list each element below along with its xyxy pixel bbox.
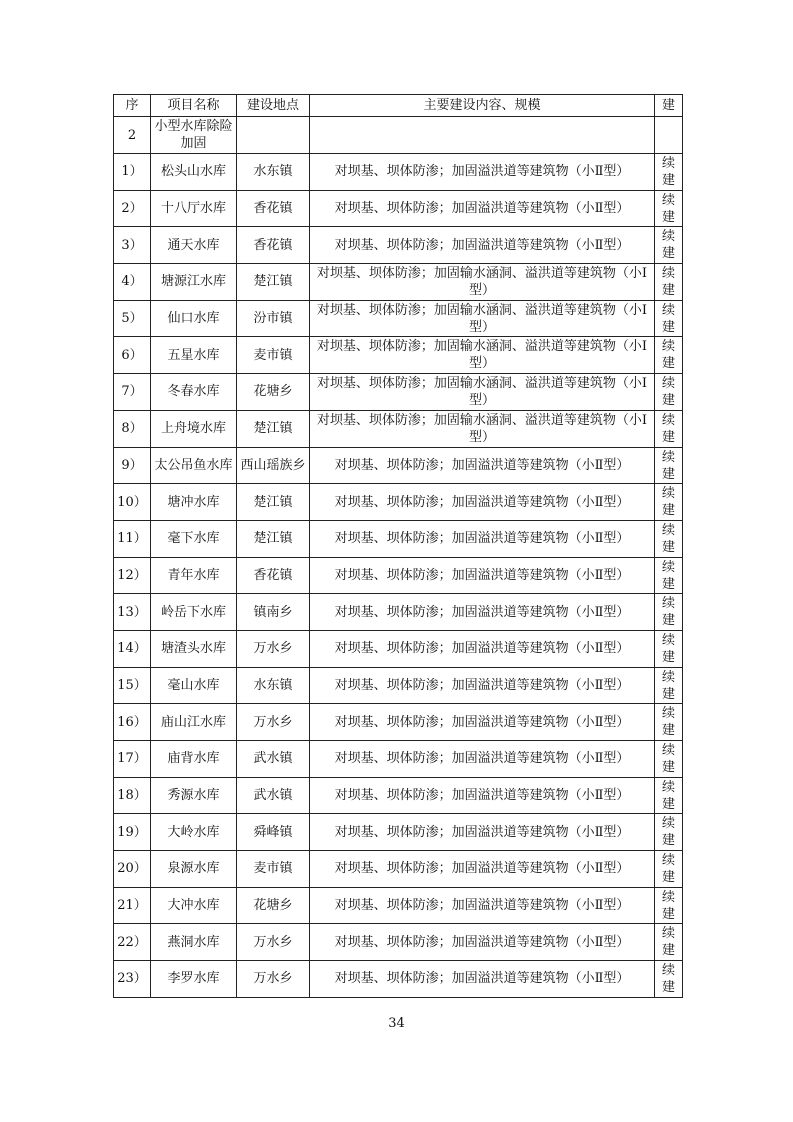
row-location-cell	[237, 924, 310, 961]
row-status: 续建	[662, 156, 676, 188]
row-seq: 2）	[114, 190, 151, 227]
row-name-cell	[151, 630, 237, 667]
row-seq: 11）	[114, 520, 151, 557]
row-content: 对坝基、坝体防渗；加固溢洪道等建筑物（小Ⅱ型）	[310, 557, 655, 594]
row-content: 对坝基、坝体防渗；加固溢洪道等建筑物（小Ⅱ型）	[310, 961, 655, 998]
row-name: 冬春水库	[167, 384, 220, 400]
table-row	[114, 337, 683, 374]
table-row	[114, 704, 683, 741]
row-status-cell	[655, 264, 683, 301]
row-content: 对坝基、坝体防渗；加固溢洪道等建筑物（小Ⅱ型）	[310, 190, 655, 227]
row-location: 武水镇	[253, 788, 293, 804]
row-name-cell	[151, 741, 237, 778]
row-name: 庙背水库	[167, 751, 220, 767]
row-status-cell	[655, 630, 683, 667]
row-name-cell	[151, 190, 237, 227]
row-status-cell	[655, 741, 683, 778]
row-location: 花塘乡	[253, 898, 293, 914]
row-status: 续建	[662, 632, 676, 665]
row-content: 对坝基、坝体防渗；加固溢洪道等建筑物（小Ⅱ型）	[310, 520, 655, 557]
row-location-cell	[237, 520, 310, 557]
row-content: 对坝基、坝体防渗；加固溢洪道等建筑物（小Ⅱ型）	[310, 154, 655, 191]
row-seq: 7）	[114, 374, 151, 411]
row-name-cell	[151, 410, 237, 447]
row-location-cell	[237, 667, 310, 704]
row-status-cell	[655, 520, 683, 557]
row-status-cell	[655, 704, 683, 741]
row-location-cell	[237, 630, 310, 667]
row-seq: 12）	[114, 557, 151, 594]
row-seq: 3）	[114, 227, 151, 264]
row-location-cell	[237, 300, 310, 337]
row-location: 麦市镇	[253, 347, 293, 363]
row-name-cell	[151, 924, 237, 961]
row-seq: 19）	[114, 814, 151, 851]
row-status: 续建	[662, 522, 676, 555]
row-status-cell	[655, 484, 683, 521]
project-table	[113, 94, 683, 998]
row-status: 续建	[662, 412, 676, 445]
header-status: 建	[655, 95, 683, 117]
row-location-cell	[237, 887, 310, 924]
table-row	[114, 264, 683, 301]
row-location-cell	[237, 704, 310, 741]
row-content: 对坝基、坝体防渗；加固溢洪道等建筑物（小Ⅱ型）	[310, 704, 655, 741]
row-name-cell	[151, 961, 237, 998]
row-status-cell	[655, 557, 683, 594]
row-name: 泉源水库	[167, 861, 220, 877]
row-seq: 15）	[114, 667, 151, 704]
row-status: 续建	[662, 449, 676, 482]
row-status: 续建	[662, 816, 676, 849]
row-location-cell	[237, 190, 310, 227]
row-seq: 1）	[114, 154, 151, 191]
row-location: 楚江镇	[253, 494, 293, 510]
row-location: 麦市镇	[253, 861, 293, 877]
row-content: 对坝基、坝体防渗；加固溢洪道等建筑物（小Ⅱ型）	[310, 447, 655, 484]
row-location-cell	[237, 594, 310, 631]
row-status-cell	[655, 337, 683, 374]
row-location: 万水乡	[253, 714, 293, 730]
row-status-cell	[655, 227, 683, 264]
row-seq: 23）	[114, 961, 151, 998]
row-location-cell	[237, 557, 310, 594]
header-seq: 序	[114, 95, 151, 117]
table-row	[114, 447, 683, 484]
row-location-cell	[237, 337, 310, 374]
row-status-cell	[655, 961, 683, 998]
table-row	[114, 961, 683, 998]
row-seq: 14）	[114, 630, 151, 667]
category-name: 小型水库除险加固	[154, 119, 233, 151]
row-status: 续建	[662, 743, 676, 775]
row-location-cell	[237, 264, 310, 301]
category-row	[114, 117, 683, 154]
row-name: 通天水库	[167, 237, 220, 253]
table-header-row	[114, 95, 683, 117]
row-status-cell	[655, 190, 683, 227]
table-row	[114, 484, 683, 521]
row-status-cell	[655, 154, 683, 191]
row-name: 塘冲水库	[167, 494, 220, 510]
row-name: 塘源江水库	[160, 274, 226, 290]
row-seq: 21）	[114, 887, 151, 924]
row-name-cell	[151, 264, 237, 301]
table-row	[114, 190, 683, 227]
row-location: 汾市镇	[253, 311, 293, 327]
table-row	[114, 594, 683, 631]
row-name-cell	[151, 777, 237, 814]
row-location-cell	[237, 741, 310, 778]
table-row	[114, 154, 683, 191]
row-location-cell	[237, 410, 310, 447]
row-status: 续建	[662, 596, 676, 629]
category-content	[310, 117, 655, 154]
row-seq: 5）	[114, 300, 151, 337]
row-location: 万水乡	[253, 971, 293, 987]
row-name: 岭岳下水库	[160, 604, 226, 620]
row-name-cell	[151, 300, 237, 337]
header-content: 主要建设内容、规模	[310, 95, 655, 117]
row-name: 大冲水库	[167, 898, 220, 914]
row-name: 十八厅水库	[160, 201, 226, 217]
row-content: 对坝基、坝体防渗；加固溢洪道等建筑物（小Ⅱ型）	[310, 851, 655, 888]
row-name-cell	[151, 374, 237, 411]
row-name-cell	[151, 484, 237, 521]
row-seq: 8）	[114, 410, 151, 447]
row-status: 续建	[662, 302, 676, 335]
row-status: 续建	[662, 669, 676, 702]
row-status: 续建	[662, 266, 676, 299]
row-status: 续建	[662, 889, 676, 922]
row-location: 花塘乡	[253, 384, 293, 400]
row-name-cell	[151, 447, 237, 484]
row-name: 李罗水库	[167, 971, 220, 987]
row-location-cell	[237, 154, 310, 191]
category-seq: 2	[114, 117, 151, 154]
table-row	[114, 557, 683, 594]
row-status-cell	[655, 447, 683, 484]
row-name: 松头山水库	[160, 164, 226, 180]
row-status-cell	[655, 777, 683, 814]
row-status: 续建	[662, 229, 676, 262]
row-name: 大岭水库	[167, 824, 220, 840]
row-content: 对坝基、坝体防渗；加固输水涵洞、溢洪道等建筑物（小Ⅰ型）	[310, 374, 655, 411]
row-content: 对坝基、坝体防渗；加固溢洪道等建筑物（小Ⅱ型）	[310, 741, 655, 778]
row-content: 对坝基、坝体防渗；加固输水涵洞、溢洪道等建筑物（小Ⅰ型）	[310, 337, 655, 374]
row-location: 镇南乡	[253, 604, 293, 620]
row-name-cell	[151, 851, 237, 888]
category-status	[655, 117, 683, 154]
row-content: 对坝基、坝体防渗；加固溢洪道等建筑物（小Ⅱ型）	[310, 777, 655, 814]
row-location: 水东镇	[253, 677, 293, 693]
row-status: 续建	[662, 376, 676, 409]
row-name: 毫下水库	[167, 531, 220, 547]
row-name-cell	[151, 154, 237, 191]
row-location-cell	[237, 484, 310, 521]
row-location: 香花镇	[253, 201, 293, 217]
table-row	[114, 630, 683, 667]
row-location: 香花镇	[253, 567, 293, 583]
row-seq: 16）	[114, 704, 151, 741]
row-seq: 6）	[114, 337, 151, 374]
row-location-cell	[237, 851, 310, 888]
table-row	[114, 924, 683, 961]
category-name-cell	[151, 117, 237, 154]
row-location-cell	[237, 777, 310, 814]
row-name-cell	[151, 814, 237, 851]
page-number: 34	[388, 1016, 405, 1031]
table-row	[114, 851, 683, 888]
row-name: 青年水库	[167, 567, 220, 583]
row-name-cell	[151, 887, 237, 924]
row-seq: 22）	[114, 924, 151, 961]
row-name-cell	[151, 557, 237, 594]
row-location: 西山瑶族乡	[240, 457, 306, 473]
row-status-cell	[655, 667, 683, 704]
row-status-cell	[655, 300, 683, 337]
row-location-cell	[237, 447, 310, 484]
row-name-cell	[151, 337, 237, 374]
row-seq: 18）	[114, 777, 151, 814]
row-status: 续建	[662, 559, 676, 592]
row-content: 对坝基、坝体防渗；加固溢洪道等建筑物（小Ⅱ型）	[310, 814, 655, 851]
row-status: 续建	[662, 486, 676, 519]
row-status: 续建	[662, 339, 676, 372]
row-seq: 4）	[114, 264, 151, 301]
table-row	[114, 374, 683, 411]
row-name: 庙山江水库	[160, 714, 226, 730]
row-status-cell	[655, 410, 683, 447]
row-status-cell	[655, 594, 683, 631]
row-content: 对坝基、坝体防渗；加固溢洪道等建筑物（小Ⅱ型）	[310, 924, 655, 961]
row-location-cell	[237, 227, 310, 264]
row-location: 万水乡	[253, 934, 293, 950]
row-content: 对坝基、坝体防渗；加固溢洪道等建筑物（小Ⅱ型）	[310, 667, 655, 704]
table-row	[114, 777, 683, 814]
row-name: 五星水库	[167, 347, 220, 363]
row-name-cell	[151, 667, 237, 704]
row-name: 塘渣头水库	[160, 641, 226, 657]
table-row	[114, 741, 683, 778]
row-status: 续建	[662, 192, 676, 225]
row-status-cell	[655, 374, 683, 411]
row-name-cell	[151, 704, 237, 741]
table-row	[114, 410, 683, 447]
row-status: 续建	[662, 853, 676, 886]
row-location: 万水乡	[253, 641, 293, 657]
row-status-cell	[655, 814, 683, 851]
row-status-cell	[655, 851, 683, 888]
row-content: 对坝基、坝体防渗；加固溢洪道等建筑物（小Ⅱ型）	[310, 227, 655, 264]
row-name: 燕洞水库	[167, 934, 220, 950]
table-row	[114, 814, 683, 851]
row-name-cell	[151, 227, 237, 264]
row-location-cell	[237, 961, 310, 998]
row-seq: 9）	[114, 447, 151, 484]
row-status: 续建	[662, 706, 676, 739]
row-content: 对坝基、坝体防渗；加固溢洪道等建筑物（小Ⅱ型）	[310, 630, 655, 667]
row-name: 上舟境水库	[160, 421, 226, 437]
header-name: 项目名称	[151, 95, 237, 117]
table-row	[114, 300, 683, 337]
row-location: 楚江镇	[253, 531, 293, 547]
table-row	[114, 520, 683, 557]
row-location: 水东镇	[253, 164, 293, 180]
row-location-cell	[237, 814, 310, 851]
row-content: 对坝基、坝体防渗；加固溢洪道等建筑物（小Ⅱ型）	[310, 887, 655, 924]
row-location: 楚江镇	[253, 274, 293, 290]
row-name: 毫山水库	[167, 677, 220, 693]
row-location-cell	[237, 374, 310, 411]
header-location: 建设地点	[237, 95, 310, 117]
row-content: 对坝基、坝体防渗；加固溢洪道等建筑物（小Ⅱ型）	[310, 484, 655, 521]
category-location	[237, 117, 310, 154]
row-name: 仙口水库	[167, 311, 220, 327]
row-seq: 13）	[114, 594, 151, 631]
row-status-cell	[655, 887, 683, 924]
row-status-cell	[655, 924, 683, 961]
row-name: 秀源水库	[167, 788, 220, 804]
row-seq: 10）	[114, 484, 151, 521]
row-location: 楚江镇	[253, 421, 293, 437]
table-row	[114, 887, 683, 924]
row-name-cell	[151, 594, 237, 631]
row-content: 对坝基、坝体防渗；加固溢洪道等建筑物（小Ⅱ型）	[310, 594, 655, 631]
row-location: 舜峰镇	[253, 824, 293, 840]
table-row	[114, 227, 683, 264]
row-seq: 20）	[114, 851, 151, 888]
row-status: 续建	[662, 963, 676, 996]
row-location: 武水镇	[253, 751, 293, 767]
row-seq: 17）	[114, 741, 151, 778]
row-name: 太公吊鱼水库	[154, 457, 233, 473]
row-content: 对坝基、坝体防渗；加固输水涵洞、溢洪道等建筑物（小Ⅰ型）	[310, 264, 655, 301]
row-content: 对坝基、坝体防渗；加固输水涵洞、溢洪道等建筑物（小Ⅰ型）	[310, 410, 655, 447]
row-status: 续建	[662, 779, 676, 812]
row-location: 香花镇	[253, 237, 293, 253]
row-content: 对坝基、坝体防渗；加固输水涵洞、溢洪道等建筑物（小Ⅰ型）	[310, 300, 655, 337]
table-row	[114, 667, 683, 704]
row-status: 续建	[662, 926, 676, 959]
row-name-cell	[151, 520, 237, 557]
